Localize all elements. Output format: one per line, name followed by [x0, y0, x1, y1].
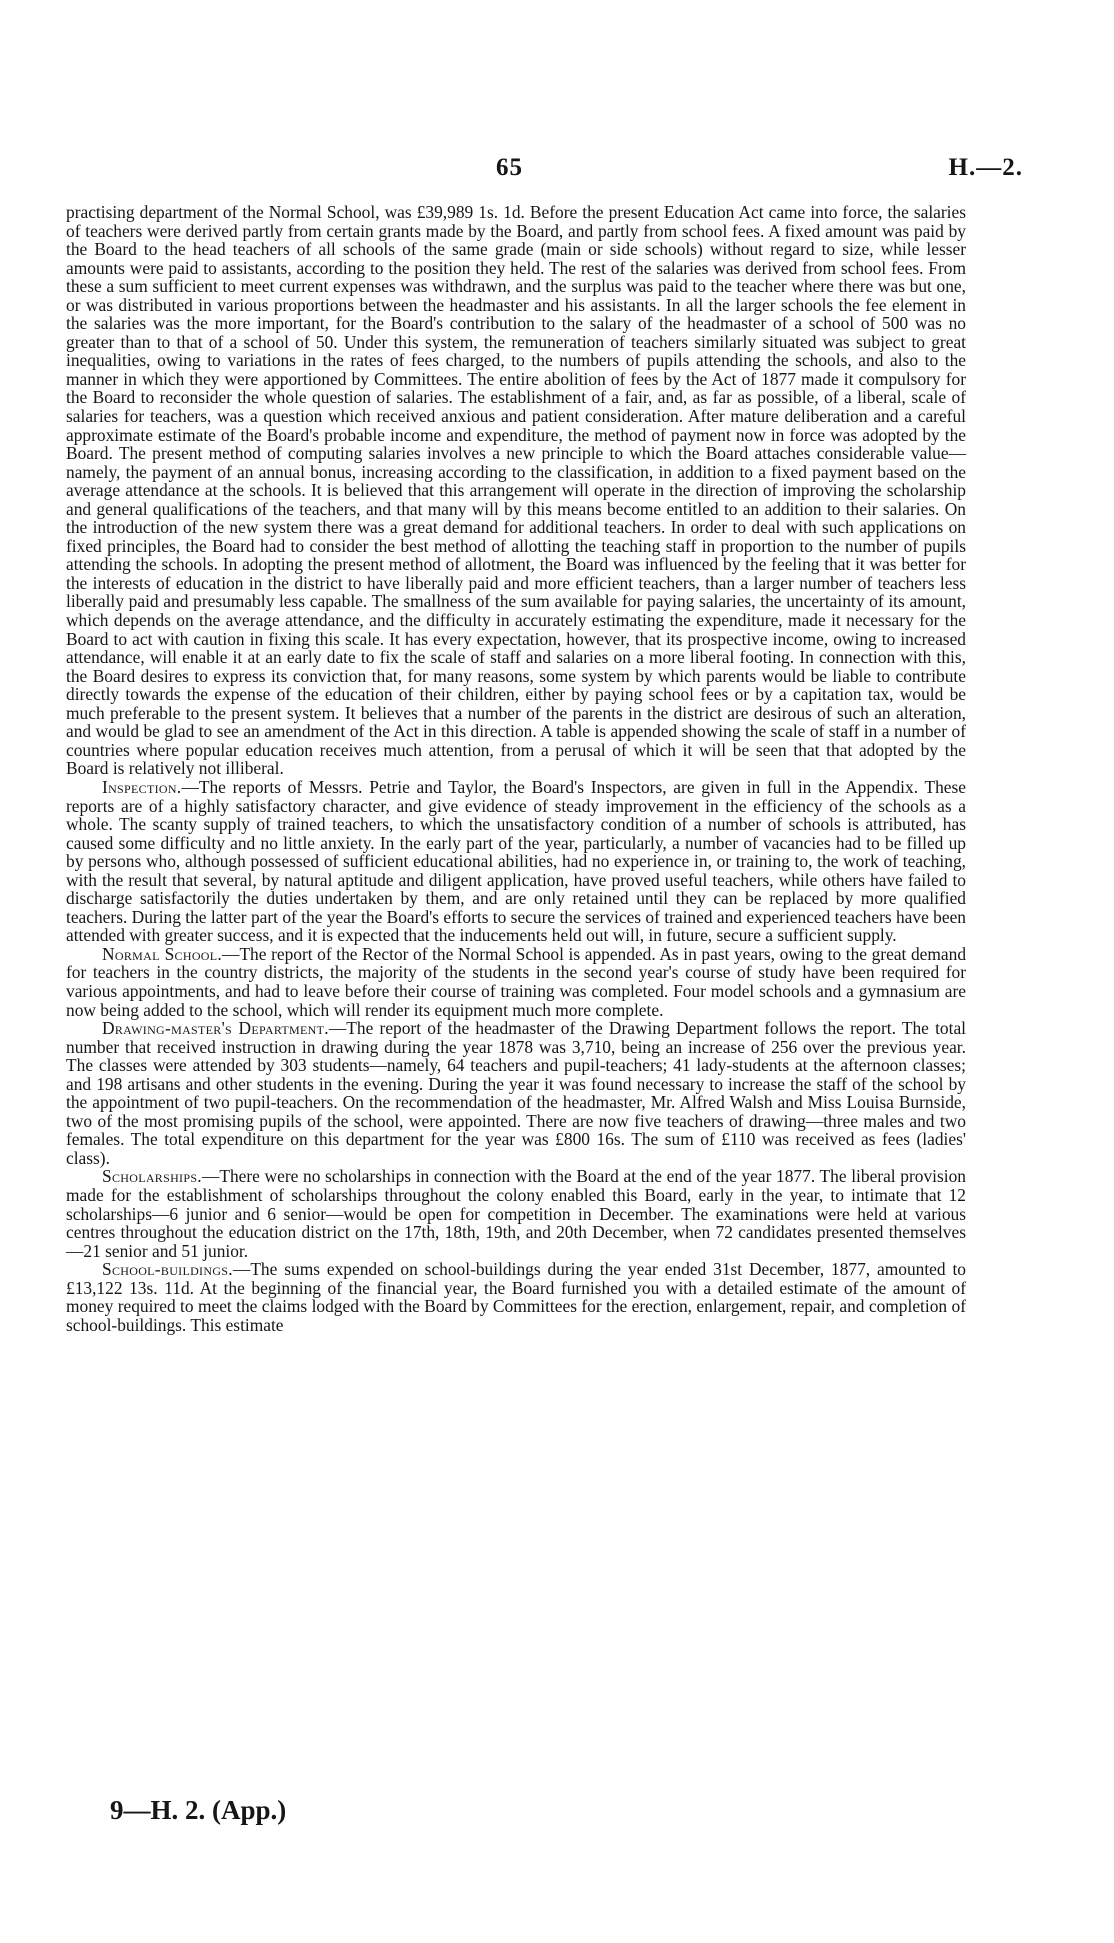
paragraph-school-buildings	[66, 1260, 966, 1334]
paragraph-inspection-text: —The reports of Messrs. Petrie and Taylor, the Board's Inspectors, are given in full in the Appendix. These reports are of a highly satisfactory character, and give evidence of steady improvement in the efficiency of the schools as a whole. The scanty supply of trained teachers, to which the unsatisfactory condition of a number of schools is attributed, has caused some difficulty and no little anxiety. In the early part of the year, particularly, a number of vacancies had to be filled up by persons who, although possessed of sufficient educational abilities, had no experience in, or training to, the work of teaching, with the result that several, by natural aptitude and diligent application, have proved useful teachers, while others have failed to discharge satisfactorily the duties undertaken by them, and are only retained until they can be replaced by more qualified teachers. During the latter part of the year the Board's efforts to secure the services of trained and experienced teachers have been attended with greater success, and it is expected that the inducements held out will, in future, secure a sufficient supply.	[66, 776, 966, 946]
paragraph-inspection	[66, 778, 966, 945]
paragraph-normal-school-text: —The report of the Rector of the Normal School is appended. As in past years, owing to the great demand for teachers in the country districts, the majority of the students in the second year's course of study have been required for various appointments, and had to leave before their course of training was completed. Four model schools and a gymnasium are now being added to the school, which will render its equipment much more complete.	[66, 943, 967, 1020]
heading-normal-school: Normal School.	[102, 943, 223, 964]
paragraph-normal-school	[66, 945, 966, 1019]
heading-inspection: Inspection.	[102, 776, 182, 797]
heading-school-buildings: School-buildings.	[102, 1259, 233, 1280]
heading-drawing-department: Drawing-master's Department.	[102, 1018, 329, 1039]
heading-scholarships: Scholarships.	[102, 1166, 202, 1187]
paragraph-drawing-department	[66, 1019, 966, 1167]
paragraph-scholarships-text: —There were no scholarships in connection with the Board at the end of the year 1877. The liberal provision made for the establishment of scholarships throughout the colony enabled this Board, early in the year, to intimate that 12 scholarships—6 junior and 6 senior—would be open for competition in December. The examinations were held at various centres throughout the education district on the 17th, 18th, 19th, and 20th December, when 72 candidates presented themselves—21 senior and 51 junior.	[66, 1166, 966, 1261]
paragraph-salaries: practising department of the Normal School, was £39,989 1s. 1d. Before the present Education Act came into force, the salaries of teachers were derived partly from certain grants made by the Board, and partly from school fees. A fixed amount was paid by the Board to the head teachers of all schools of the same grade (main or side schools) without regard to size, while lesser amounts were paid to assistants, according to the position they held. The rest of the salaries was derived from school fees. From these a sum sufficient to meet current expenses was withdrawn, and the surplus was paid to the teacher where there was but one, or was distributed in various proportions between the headmaster and his assistants. In all the larger schools the fee element in the salaries was the more important, for the Board's contribution to the salary of the headmaster of a school of 500 was no greater than to that of a school of 50. Under this system, the remuneration of teachers similarly situated was subject to great inequalities, owing to variations in the rates of fees charged, to the numbers of pupils attending the schools, and also to the manner in which they were apportioned by Committees. The entire abolition of fees by the Act of 1877 made it compulsory for the Board to reconsider the whole question of salaries. The establishment of a fair, and, as far as possible, of a liberal, scale of salaries for teachers, was a question which received anxious and patient consideration. After mature deliberation and a careful approximate estimate of the Board's probable income and expenditure, the method of payment now in force was adopted by the Board. The present method of computing salaries involves a new principle to which the Board attaches considerable value—namely, the payment of an annual bonus, increasing according to the classification, in addition to a fixed payment based on the average attendance at the schools. It is believed that this arrangement will operate in the direction of improving the scholarship and general qualifications of the teachers, and that many will by this means become entitled to an addition to their salaries. On the introduction of the new system there was a great demand for additional teachers. In order to deal with such applications on fixed principles, the Board had to consider the best method of allotting the teaching staff in proportion to the number of pupils attending the schools. In adopting the present method of allotment, the Board was influenced by the feeling that it was better for the interests of education in the district to have liberally paid and more efficient teachers, than a larger number of teachers less liberally paid and presumably less capable. The smallness of the sum available for paying salaries, the uncertainty of its amount, which depends on the average attendance, and the difficulty in accurately estimating the expenditure, made it necessary for the Board to act with caution in fixing this scale. It has every expectation, however, that its prospective income, owing to increased attendance, will enable it at an early date to fix the scale of staff and salaries on a more liberal footing. In connection with this, the Board desires to express its conviction that, for many reasons, some system by which parents would be liable to contribute directly towards the expense of the education of their children, either by paying school fees or by a capitation tax, would be much preferable to the present system. It believes that a number of the parents in the district are desirous of such an alteration, and would be glad to see an amendment of the Act in this direction. A table is appended showing the scale of staff in a number of countries where popular education receives much attention, from a perusal of which it will be seen that that adopted by the Board is relatively not illiberal.	[66, 202, 966, 779]
signature-mark: 9—H. 2. (App.)	[110, 1795, 287, 1825]
page-number: 65	[496, 154, 523, 181]
paragraph-drawing-department-text: —The report of the headmaster of the Drawing Department follows the report. The total number that received instruction in drawing during the year 1878 was 3,710, being an increase of 256 over the previous year. The classes were attended by 303 students—namely, 64 teachers and pupil-teachers; 41 lady-students at the afternoon classes; and 198 artisans and other students in the evening. During the year it was found necessary to increase the staff of the school by the appointment of two pupil-teachers. On the recommendation of the headmaster, Mr. Alfred Walsh and Miss Louisa Burnside, two of the most promising pupils of the school, were appointed. There are now five teachers of drawing—three males and two females. The total expenditure on this department for the year was £800 16s. The sum of £110 was received as fees (ladies' class).	[66, 1018, 966, 1168]
series-mark: H.—2.	[948, 154, 1023, 181]
body-text	[66, 203, 966, 1334]
paragraph-scholarships	[66, 1167, 966, 1260]
paragraph-school-buildings-text: —The sums expended on school-buildings during the year ended 31st December, 1877, amounted to £13,122 13s. 11d. At the beginning of the financial year, the Board furnished you with a detailed estimate of the amount of money required to meet the claims lodged with the Board by Committees for the erection, enlargement, repair, and completion of school-buildings. This estimate	[66, 1259, 966, 1335]
